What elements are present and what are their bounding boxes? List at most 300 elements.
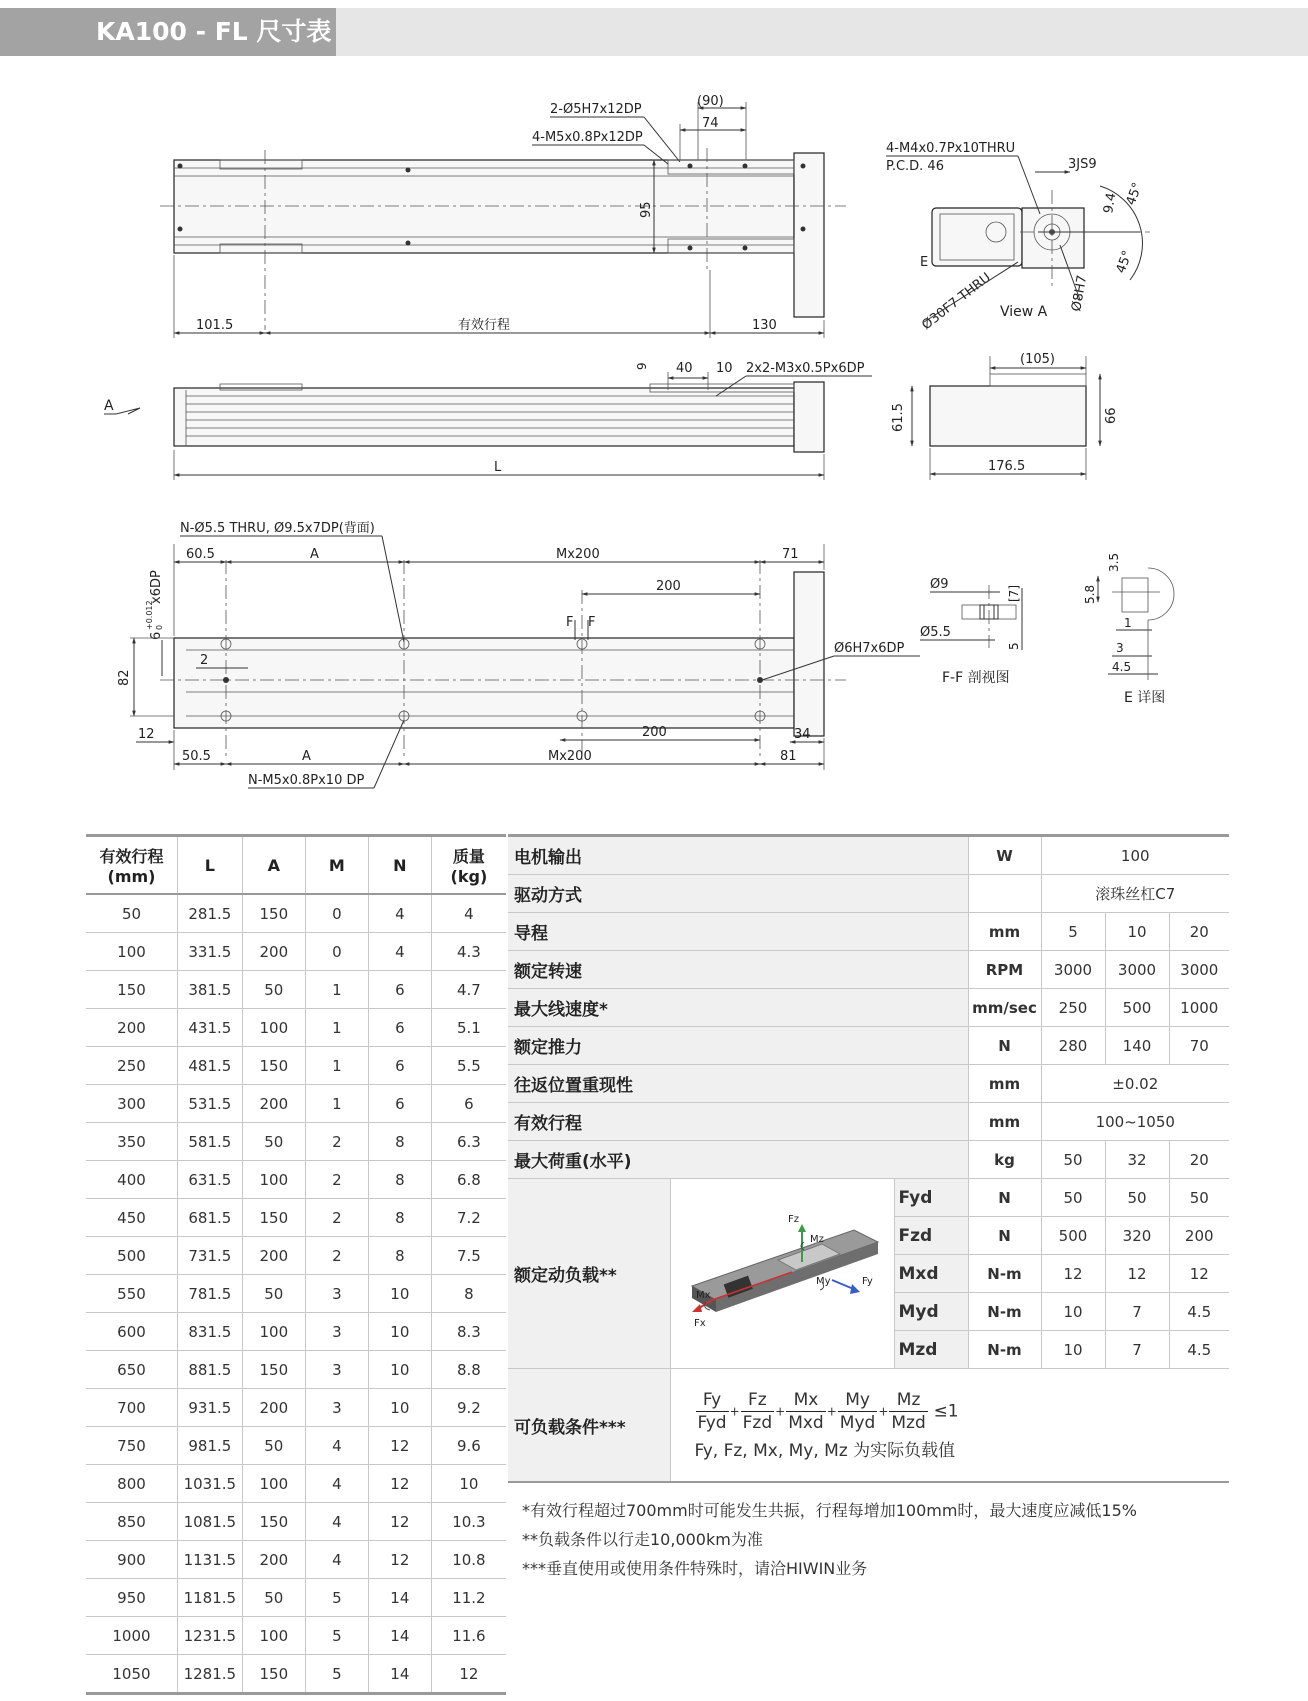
callout-pin-left: 6 (149, 631, 164, 640)
myd-value-2: 7 (1105, 1293, 1169, 1331)
label-stroke: 有效行程 (458, 318, 511, 333)
table-cell: 6 (368, 971, 431, 1009)
table-cell: 50 (242, 1123, 305, 1161)
table-row (86, 1161, 506, 1199)
section-ff (920, 577, 1022, 686)
frac-fz (741, 1389, 775, 1434)
table-cell: 150 (242, 1351, 305, 1389)
axis-fy: Fy (862, 1275, 873, 1287)
table-cell: 8.3 (431, 1313, 506, 1351)
mxd-name: Mxd (894, 1255, 968, 1293)
mzd-value-2: 7 (1105, 1331, 1169, 1369)
table-cell: 1050 (86, 1655, 177, 1694)
table-row (86, 1313, 506, 1351)
table-cell: 100 (242, 1465, 305, 1503)
frac-mz-num: Mz (889, 1389, 927, 1412)
thrust-label: 额定推力 (508, 1027, 968, 1065)
table-row (86, 933, 506, 971)
dim-81: 81 (780, 749, 797, 764)
table-row (86, 971, 506, 1009)
payload-value-1: 50 (1041, 1141, 1105, 1179)
dim-130: 130 (752, 318, 777, 333)
thrust-value-2: 140 (1105, 1027, 1169, 1065)
formula-note: Fy, Fz, Mx, My, Mz 为实际负载值 (694, 1441, 956, 1461)
table-cell: 100 (242, 1617, 305, 1655)
mxd-value-1: 12 (1041, 1255, 1105, 1293)
row-max-speed (508, 989, 1229, 1027)
table-row (86, 1655, 506, 1694)
mxd-value-3: 12 (1169, 1255, 1229, 1293)
myd-unit: N-m (968, 1293, 1041, 1331)
table-cell: 12 (368, 1503, 431, 1541)
table-cell: 881.5 (177, 1351, 242, 1389)
frac-fy-num: Fy (696, 1389, 729, 1412)
row-payload (508, 1141, 1229, 1179)
frac-mx-num: Mx (786, 1389, 826, 1412)
mxd-value-2: 12 (1105, 1255, 1169, 1293)
table-cell: 600 (86, 1313, 177, 1351)
col-a: A (242, 836, 305, 895)
row-thrust (508, 1027, 1229, 1065)
frac-mz (889, 1389, 927, 1434)
dim-105: (105) (1020, 352, 1055, 367)
table-cell: 300 (86, 1085, 177, 1123)
frac-fy-den: Fyd (697, 1413, 727, 1433)
max-speed-label: 最大线速度* (508, 989, 968, 1027)
callout-pin-left-tol: +0.012 (145, 600, 154, 630)
dim-bore: Ø8H7 (1069, 274, 1091, 313)
table-cell: 100 (86, 933, 177, 971)
dyn-label: 额定动负载** (508, 1179, 670, 1369)
myd-value-3: 4.5 (1169, 1293, 1229, 1331)
table-cell: 0 (305, 933, 368, 971)
motor-value: 100 (1041, 836, 1229, 875)
drive-label: 驱动方式 (508, 875, 968, 913)
motor-label: 电机输出 (508, 836, 968, 875)
load-diagram (670, 1179, 894, 1369)
table-cell: 5.1 (431, 1009, 506, 1047)
table-cell: 1281.5 (177, 1655, 242, 1694)
dim-3js9: 3JS9 (1068, 157, 1097, 172)
dim-71: 71 (782, 547, 799, 562)
stroke-table (86, 834, 506, 1695)
table-cell: 8 (368, 1123, 431, 1161)
table-cell: 4 (431, 894, 506, 933)
callout-holes: N-Ø5.5 THRU, Ø9.5x7DP(背面) (180, 521, 375, 536)
table-cell: 4.3 (431, 933, 506, 971)
dim-176-5: 176.5 (988, 459, 1026, 474)
ff-dim-5: 5 (1007, 642, 1021, 650)
axis-my: My (816, 1275, 831, 1287)
view-a (886, 141, 1150, 333)
fyd-value-3: 50 (1169, 1179, 1229, 1217)
row-speed (508, 951, 1229, 989)
table-cell: 9.6 (431, 1427, 506, 1465)
frac-my (838, 1389, 878, 1434)
dim-45-b: 45° (1113, 248, 1136, 276)
table-cell: 350 (86, 1123, 177, 1161)
table-cell: 4 (305, 1541, 368, 1579)
table-cell: 4 (305, 1503, 368, 1541)
table-cell: 8.8 (431, 1351, 506, 1389)
table-row (86, 1199, 506, 1237)
e-dim-3: 3 (1116, 641, 1124, 655)
dim-9: 9 (635, 362, 649, 370)
table-cell: 931.5 (177, 1389, 242, 1427)
drive-unit (968, 875, 1041, 913)
table-cell: 631.5 (177, 1161, 242, 1199)
dim-l: L (494, 460, 502, 475)
table-cell: 281.5 (177, 894, 242, 933)
dim-45-a: 45° (1123, 180, 1146, 208)
table-cell: 450 (86, 1199, 177, 1237)
table-cell: 5 (305, 1579, 368, 1617)
table-cell: 50 (242, 971, 305, 1009)
table-cell: 700 (86, 1389, 177, 1427)
table-cell: 10 (431, 1465, 506, 1503)
table-cell: 981.5 (177, 1427, 242, 1465)
table-cell: 550 (86, 1275, 177, 1313)
dim-thru: Ø30F7 THRU (919, 270, 994, 334)
table-cell: 1 (305, 971, 368, 1009)
dim-34: 34 (794, 727, 811, 742)
callout-pcd: P.C.D. 46 (886, 159, 944, 174)
table-cell: 50 (86, 894, 177, 933)
row-drive (508, 875, 1229, 913)
detail-e (1083, 553, 1174, 706)
ff-label: F-F 剖视图 (942, 670, 1010, 686)
table-cell: 1031.5 (177, 1465, 242, 1503)
table-row (86, 1047, 506, 1085)
table-cell: 1181.5 (177, 1579, 242, 1617)
frac-mx (786, 1389, 826, 1434)
drive-value: 滚珠丝杠C7 (1041, 875, 1229, 913)
frac-mx-den: Mxd (788, 1413, 824, 1433)
table-cell: 3 (305, 1275, 368, 1313)
row-stroke (508, 1103, 1229, 1141)
table-cell: 6 (368, 1047, 431, 1085)
table-cell: 8 (431, 1275, 506, 1313)
thrust-unit: N (968, 1027, 1041, 1065)
stroke-table-header (86, 836, 506, 895)
table-row (86, 1123, 506, 1161)
dim-200-bottom: 200 (642, 725, 667, 740)
fzd-value-1: 500 (1041, 1217, 1105, 1255)
table-cell: 150 (86, 971, 177, 1009)
e-dim-1: 1 (1124, 616, 1132, 630)
mzd-value-3: 4.5 (1169, 1331, 1229, 1369)
table-cell: 5 (305, 1617, 368, 1655)
table-row (86, 1427, 506, 1465)
row-repeat (508, 1065, 1229, 1103)
table-row (86, 1275, 506, 1313)
ff-dim-5-5: Ø5.5 (920, 625, 951, 640)
repeat-label: 往返位置重现性 (508, 1065, 968, 1103)
stroke-label: 有效行程 (508, 1103, 968, 1141)
footnote-1: *有效行程超过700mm时可能发生共振，行程每增加100mm时，最大速度应减低15% (522, 1501, 1137, 1520)
table-cell: 2 (305, 1199, 368, 1237)
table-cell: 200 (242, 1237, 305, 1275)
callout-pin-left-tol2: 0 (155, 624, 164, 630)
table-cell: 2 (305, 1123, 368, 1161)
dim-61-5: 61.5 (891, 403, 906, 432)
stroke-unit: mm (968, 1103, 1041, 1141)
fzd-value-3: 200 (1169, 1217, 1229, 1255)
table-cell: 10 (368, 1351, 431, 1389)
table-cell: 2 (305, 1237, 368, 1275)
col-mass-line1: 质量 (452, 847, 485, 866)
fyd-unit: N (968, 1179, 1041, 1217)
formula-tail: ≤1 (933, 1401, 959, 1422)
table-cell: 2 (305, 1161, 368, 1199)
lead-value-2: 10 (1105, 913, 1169, 951)
table-cell: 200 (242, 1541, 305, 1579)
table-cell: 5.5 (431, 1047, 506, 1085)
table-row (86, 1579, 506, 1617)
table-cell: 6 (368, 1085, 431, 1123)
table-cell: 531.5 (177, 1085, 242, 1123)
spec-table (508, 834, 1229, 1483)
table-cell: 200 (242, 933, 305, 971)
repeat-value: ±0.02 (1041, 1065, 1229, 1103)
table-row (86, 1085, 506, 1123)
table-cell: 6.3 (431, 1123, 506, 1161)
table-cell: 7.2 (431, 1199, 506, 1237)
table-cell: 681.5 (177, 1199, 242, 1237)
cond-label: 可负载条件*** (508, 1369, 670, 1483)
table-cell: 50 (242, 1427, 305, 1465)
table-cell: 100 (242, 1313, 305, 1351)
plus-3: + (826, 1404, 837, 1419)
table-cell: 12 (368, 1427, 431, 1465)
label-f2: F (588, 615, 596, 630)
table-cell: 6 (431, 1085, 506, 1123)
table-cell: 250 (86, 1047, 177, 1085)
myd-value-1: 10 (1041, 1293, 1105, 1331)
col-l: L (177, 836, 242, 895)
table-row (86, 1009, 506, 1047)
table-cell: 50 (242, 1275, 305, 1313)
table-cell: 1 (305, 1009, 368, 1047)
fyd-value-2: 50 (1105, 1179, 1169, 1217)
table-cell: 650 (86, 1351, 177, 1389)
table-cell: 381.5 (177, 971, 242, 1009)
table-cell: 14 (368, 1579, 431, 1617)
col-stroke (86, 836, 177, 895)
table-cell: 100 (242, 1009, 305, 1047)
frac-my-den: Myd (839, 1413, 876, 1433)
frac-my-num: My (838, 1389, 878, 1412)
table-cell: 731.5 (177, 1237, 242, 1275)
table-row (86, 1237, 506, 1275)
table-cell: 9.2 (431, 1389, 506, 1427)
thrust-value-1: 280 (1041, 1027, 1105, 1065)
e-dim-5-8: 5.8 (1083, 584, 1097, 604)
row-condition (508, 1369, 1229, 1483)
dim-40: 40 (676, 361, 693, 376)
table-cell: 500 (86, 1237, 177, 1275)
fyd-name: Fyd (894, 1179, 968, 1217)
speed-value-3: 3000 (1169, 951, 1229, 989)
table-row (86, 1389, 506, 1427)
myd-name: Myd (894, 1293, 968, 1331)
table-cell: 4 (305, 1427, 368, 1465)
label-f1: F (566, 615, 574, 630)
row-fyd (508, 1179, 1229, 1217)
dim-2: 2 (200, 653, 209, 668)
table-cell: 3 (305, 1313, 368, 1351)
mxd-unit: N-m (968, 1255, 1041, 1293)
table-cell: 11.6 (431, 1617, 506, 1655)
axis-fx: Fx (694, 1317, 706, 1329)
table-cell: 4 (305, 1465, 368, 1503)
mzd-unit: N-m (968, 1331, 1041, 1369)
table-cell: 4.7 (431, 971, 506, 1009)
stroke-value: 100~1050 (1041, 1103, 1229, 1141)
dim-74: 74 (702, 116, 719, 131)
ff-dim-9: Ø9 (930, 577, 949, 592)
table-row (86, 1465, 506, 1503)
col-n: N (368, 836, 431, 895)
plus-1: + (729, 1404, 740, 1419)
mzd-value-1: 10 (1041, 1331, 1105, 1369)
mzd-name: Mzd (894, 1331, 968, 1369)
table-cell: 1 (305, 1085, 368, 1123)
payload-label: 最大荷重(水平) (508, 1141, 968, 1179)
dim-a-bottom: A (302, 749, 311, 764)
callout-tap-side: 2x2-M3x0.5Px6DP (746, 361, 865, 376)
dim-200-top: 200 (656, 579, 681, 594)
row-lead (508, 913, 1229, 951)
table-row (86, 1617, 506, 1655)
dim-9-4: 9.4 (1101, 191, 1120, 215)
col-stroke-line1: 有效行程 (99, 847, 164, 866)
cond-formula (670, 1369, 1229, 1483)
max-speed-value-3: 1000 (1169, 989, 1229, 1027)
e-dim-4-5: 4.5 (1112, 660, 1132, 674)
table-cell: 1131.5 (177, 1541, 242, 1579)
callout-pin: 2-Ø5H7x12DP (550, 102, 642, 117)
table-cell: 950 (86, 1579, 177, 1617)
table-cell: 14 (368, 1655, 431, 1694)
table-cell: 750 (86, 1427, 177, 1465)
col-m: M (305, 836, 368, 895)
table-cell: 831.5 (177, 1313, 242, 1351)
table-cell: 7.5 (431, 1237, 506, 1275)
table-cell: 400 (86, 1161, 177, 1199)
row-motor (508, 836, 1229, 875)
dim-10: 10 (716, 361, 733, 376)
dim-50-5: 50.5 (182, 749, 211, 764)
speed-value-1: 3000 (1041, 951, 1105, 989)
table-cell: 150 (242, 1655, 305, 1694)
frac-fz-den: Fzd (742, 1413, 773, 1433)
table-cell: 581.5 (177, 1123, 242, 1161)
dim-82: 82 (117, 669, 132, 686)
callout-tap-bottom: N-M5x0.8Px10 DP (248, 773, 365, 788)
dim-mx200-top: Mx200 (556, 547, 600, 562)
table-cell: 150 (242, 1199, 305, 1237)
table-cell: 200 (242, 1085, 305, 1123)
lead-value-1: 5 (1041, 913, 1105, 951)
e-dim-3-5: 3.5 (1107, 552, 1121, 572)
dim-101-5: 101.5 (196, 318, 234, 333)
table-cell: 8 (368, 1199, 431, 1237)
table-cell: 900 (86, 1541, 177, 1579)
table-cell: 200 (242, 1389, 305, 1427)
payload-unit: kg (968, 1141, 1041, 1179)
frac-fz-num: Fz (741, 1389, 775, 1412)
label-e: E (920, 255, 929, 270)
table-cell: 1231.5 (177, 1617, 242, 1655)
table-cell: 3 (305, 1351, 368, 1389)
table-cell: 3 (305, 1389, 368, 1427)
plus-2: + (775, 1404, 786, 1419)
table-row (86, 1541, 506, 1579)
label-a: A (104, 398, 114, 414)
callout-pin-left-suffix: x6DP (149, 570, 164, 604)
plus-4: + (878, 1404, 889, 1419)
dim-90: (90) (697, 94, 724, 109)
table-cell: 12 (368, 1541, 431, 1579)
col-stroke-line2: (mm) (107, 867, 156, 886)
table-cell: 0 (305, 894, 368, 933)
actuator-axes-diagram (672, 1182, 892, 1362)
lead-unit: mm (968, 913, 1041, 951)
table-cell: 50 (242, 1579, 305, 1617)
table-row (86, 894, 506, 933)
footnotes (522, 1496, 1137, 1583)
table-cell: 12 (368, 1465, 431, 1503)
speed-value-2: 3000 (1105, 951, 1169, 989)
speed-unit: RPM (968, 951, 1041, 989)
frac-fy (696, 1389, 729, 1434)
table-cell: 10.3 (431, 1503, 506, 1541)
table-cell: 10 (368, 1389, 431, 1427)
table-cell: 150 (242, 894, 305, 933)
thrust-value-3: 70 (1169, 1027, 1229, 1065)
e-label: E 详图 (1124, 690, 1166, 706)
table-cell: 8 (368, 1237, 431, 1275)
table-cell: 781.5 (177, 1275, 242, 1313)
frac-mz-den: Mzd (891, 1413, 926, 1433)
table-cell: 10 (368, 1275, 431, 1313)
table-cell: 800 (86, 1465, 177, 1503)
axis-fz: Fz (788, 1213, 800, 1225)
side-view (104, 361, 872, 480)
table-cell: 331.5 (177, 933, 242, 971)
table-cell: 4 (368, 933, 431, 971)
axis-mz: Mz (810, 1233, 824, 1245)
fyd-value-1: 50 (1041, 1179, 1105, 1217)
table-cell: 10.8 (431, 1541, 506, 1579)
callout-tap: 4-M5x0.8Px12DP (532, 130, 643, 145)
callout-pin-right: Ø6H7x6DP (834, 641, 905, 656)
table-cell: 850 (86, 1503, 177, 1541)
col-mass-line2: (kg) (450, 867, 488, 886)
payload-value-3: 20 (1169, 1141, 1229, 1179)
table-cell: 12 (431, 1655, 506, 1694)
max-speed-unit: mm/sec (968, 989, 1041, 1027)
table-cell: 4 (368, 894, 431, 933)
table-row (86, 1351, 506, 1389)
table-cell: 200 (86, 1009, 177, 1047)
table-cell: 150 (242, 1047, 305, 1085)
table-cell: 1000 (86, 1617, 177, 1655)
table-cell: 5 (305, 1655, 368, 1694)
formula-line (695, 1389, 1230, 1434)
fzd-value-2: 320 (1105, 1217, 1169, 1255)
